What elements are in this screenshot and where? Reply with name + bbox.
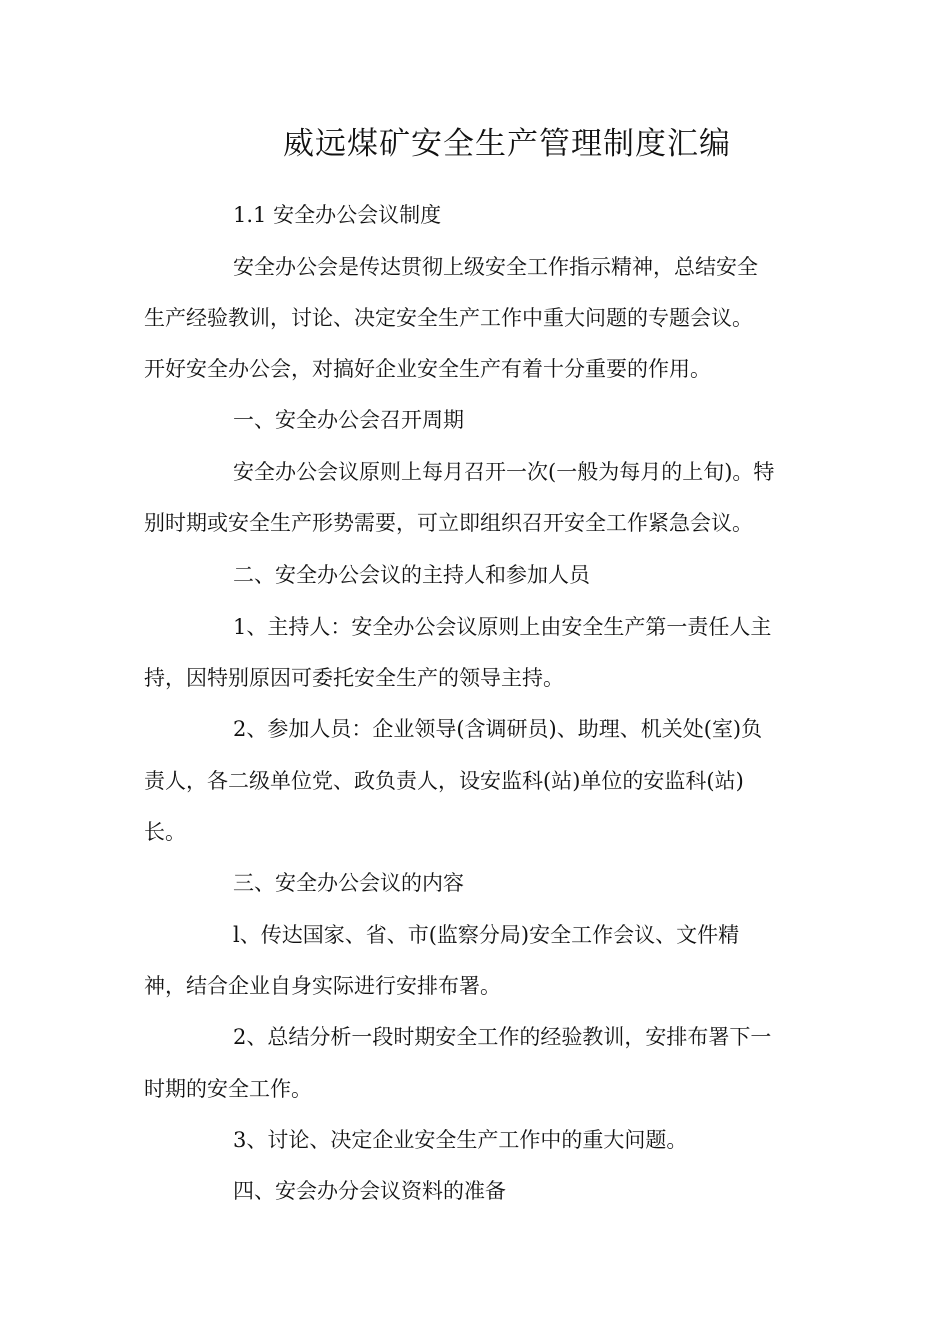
paragraph-line: 责人，各二级单位党、政负责人，设安监科(站)单位的安监科(站) xyxy=(144,769,744,793)
subsection-heading: 二、安全办公会议的主持人和参加人员 xyxy=(233,563,590,587)
paragraph-line: 时期的安全工作。 xyxy=(144,1077,312,1101)
paragraph-line: 别时期或安全生产形势需要，可立即组织召开安全工作紧急会议。 xyxy=(144,511,753,535)
subsection-heading: 一、安全办公会召开周期 xyxy=(233,408,464,432)
paragraph-line: 生产经验教训，讨论、决定安全生产工作中重大问题的专题会议。 xyxy=(144,306,753,330)
paragraph-line: 开好安全办公会，对搞好企业安全生产有着十分重要的作用。 xyxy=(144,357,711,381)
subsection-heading: 四、安会办分会议资料的准备 xyxy=(233,1179,506,1203)
paragraph-line: l、传达国家、省、市(监察分局)安全工作会议、文件精 xyxy=(233,923,740,947)
paragraph-line: 3、讨论、决定企业安全生产工作中的重大问题。 xyxy=(233,1128,688,1152)
section-heading: 1.1 安全办公会议制度 xyxy=(233,203,442,227)
paragraph-line: 2、参加人员：企业领导(含调研员)、助理、机关处(室)负 xyxy=(233,717,763,741)
paragraph-line: 1、主持人：安全办公会议原则上由安全生产第一责任人主 xyxy=(233,615,772,639)
paragraph-line: 2、总结分析一段时期安全工作的经验教训，安排布署下一 xyxy=(233,1025,772,1049)
paragraph-line: 长。 xyxy=(144,820,186,844)
paragraph-line: 安全办公会议原则上每月召开一次(一般为每月的上旬)。特 xyxy=(233,460,775,484)
paragraph-line: 安全办公会是传达贯彻上级安全工作指示精神，总结安全 xyxy=(233,255,758,279)
paragraph-line: 神，结合企业自身实际进行安排布署。 xyxy=(144,974,501,998)
subsection-heading: 三、安全办公会议的内容 xyxy=(233,871,464,895)
paragraph-line: 持，因特别原因可委托安全生产的领导主持。 xyxy=(144,666,564,690)
document-title: 威远煤矿安全生产管理制度汇编 xyxy=(283,126,731,162)
